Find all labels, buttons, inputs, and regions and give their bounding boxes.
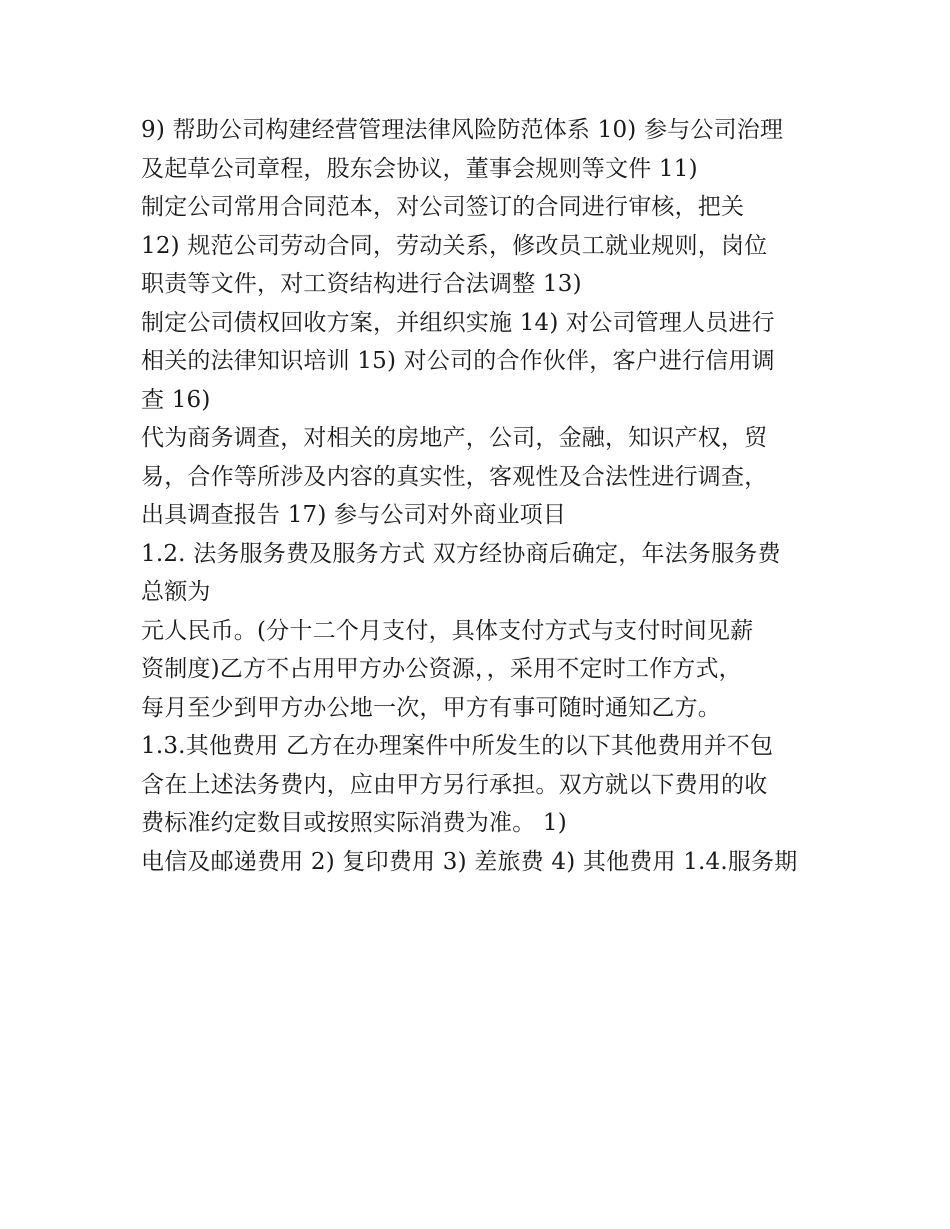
text-line: 查 16) — [141, 386, 211, 413]
text-line: 1.3.其他费用 乙方在办理案件中所发生的以下其他费用并不包 — [141, 733, 774, 759]
text-line: 电信及邮递费用 2) 复印费用 3) 差旅费 4) 其他费用 1.4.服务期 — [141, 848, 798, 875]
text-line: 出具调查报告 17) 参与公司对外商业项目 — [141, 502, 567, 528]
text-line: 制定公司债权回收方案，并组织实施 14) 对公司管理人员进行 — [141, 309, 775, 336]
text-line: 易，合作等所涉及内容的真实性，客观性及合法性进行调查， — [141, 463, 768, 490]
text-line: 每月至少到甲方办公地一次，甲方有事可随时通知乙方。 — [141, 694, 721, 721]
text-line: 12) 规范公司劳动合同，劳动关系，修改员工就业规则，岗位 — [141, 232, 768, 259]
text-line: 含在上述法务费内，应由甲方另行承担。双方就以下费用的收 — [141, 771, 768, 798]
text-line: 职责等文件，对工资结构进行合法调整 13) — [141, 271, 582, 297]
text-line: 制定公司常用合同范本，对公司签订的合同进行审核，把关 — [141, 194, 745, 220]
text-line: 9) 帮助公司构建经营管理法律风险防范体系 10) 参与公司治理 — [141, 117, 784, 143]
text-line: 总额为 — [141, 579, 211, 605]
text-line: 资制度)乙方不占用甲方办公资源，，采用不定时工作方式， — [141, 656, 742, 682]
text-line: 元人民币。(分十二个月支付，具体支付方式与支付时间见薪 — [141, 617, 754, 644]
text-line: 1.2. 法务服务费及服务方式 双方经协商后确定，年法务服务费 — [141, 540, 781, 567]
text-line: 费标准约定数目或按照实际消费为准。 1) — [141, 810, 567, 836]
text-line: 及起草公司章程，股东会协议，董事会规则等文件 11) — [141, 155, 698, 182]
text-line: 相关的法律知识培训 15) 对公司的合作伙伴，客户进行信用调 — [141, 348, 775, 374]
document-body — [141, 111, 821, 881]
text-line: 代为商务调查，对相关的房地产，公司，金融，知识产权，贸 — [141, 425, 768, 451]
